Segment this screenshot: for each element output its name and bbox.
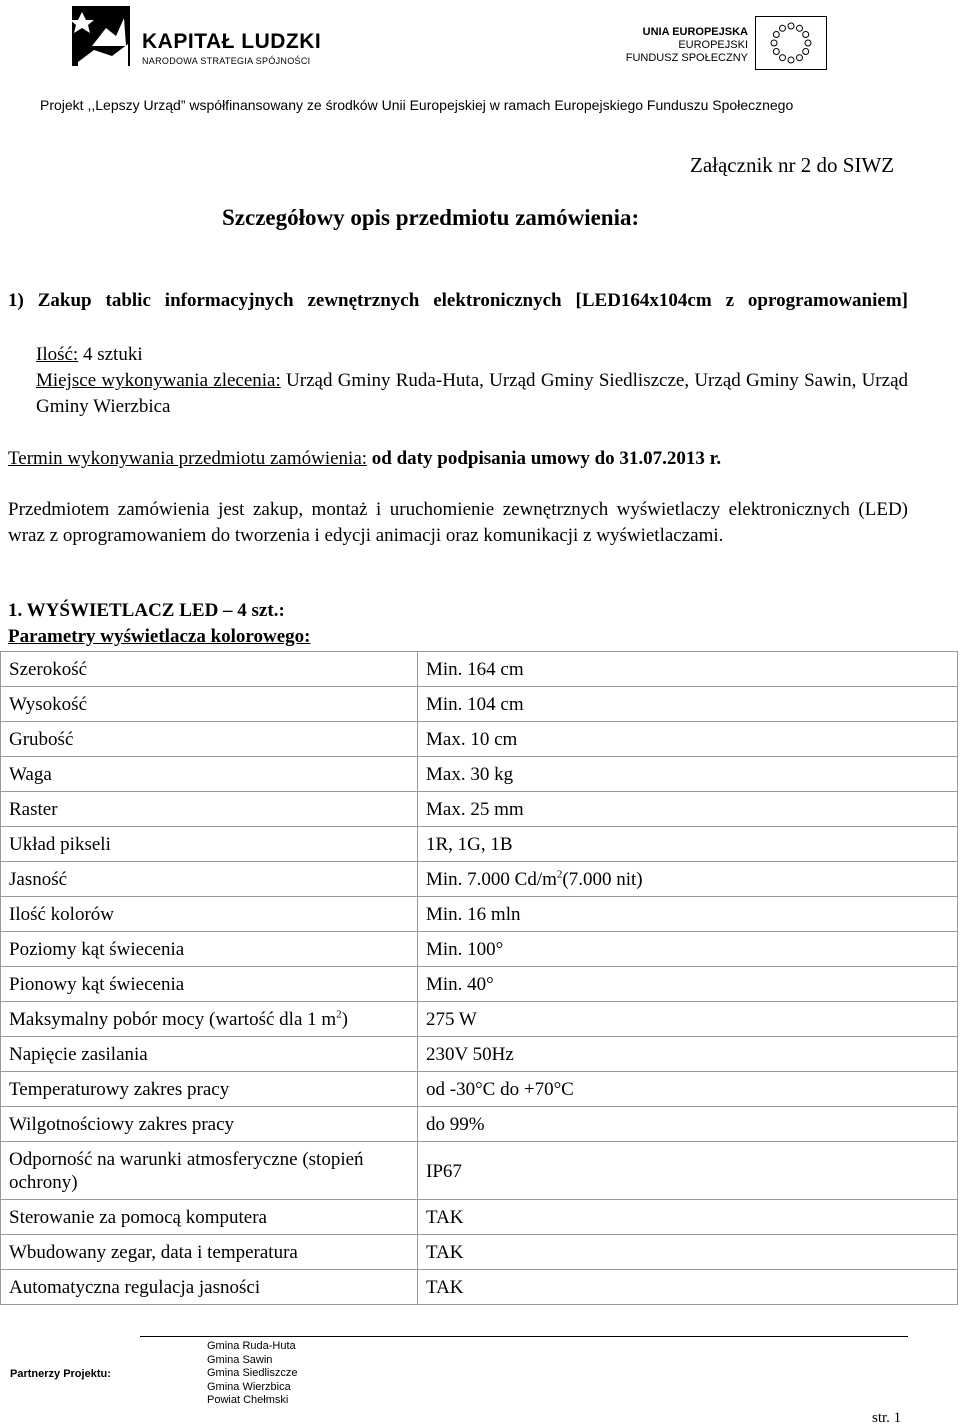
table-row bbox=[1, 967, 958, 1002]
table-row bbox=[1, 1142, 958, 1200]
param-name: Waga bbox=[1, 757, 418, 792]
project-funding-line: Projekt ,,Lepszy Urząd” współfinansowany ze środków Unii Europejskiej w ramach Europejskiego Funduszu Społecznego bbox=[40, 97, 794, 113]
eu-line-1: UNIA EUROPEJSKA bbox=[642, 26, 748, 38]
table-row bbox=[1, 1200, 958, 1235]
superscript: 2 bbox=[556, 868, 563, 881]
param-value bbox=[418, 862, 958, 897]
kapital-ludzki-subtitle: NARODOWA STRATEGIA SPÓJNOŚCI bbox=[142, 56, 311, 66]
eu-line-2: EUROPEJSKI bbox=[678, 39, 748, 51]
document-title: Szczegółowy opis przedmiotu zamówienia: bbox=[222, 205, 640, 230]
params-heading: Parametry wyświetlacza kolorowego: bbox=[8, 626, 311, 647]
eu-line-3: FUNDUSZ SPOŁECZNY bbox=[625, 52, 748, 64]
table-row bbox=[1, 1002, 958, 1037]
param-name: Napięcie zasilania bbox=[1, 1037, 418, 1072]
param-value: Min. 104 cm bbox=[418, 687, 958, 722]
param-name-end: ) bbox=[341, 1009, 348, 1030]
section-1-heading: 1) Zakup tablic informacyjnych zewnętrznych elektronicznych [LED164x104cm z oprogramowaniem] bbox=[8, 290, 908, 311]
param-name: Poziomy kąt świecenia bbox=[1, 932, 418, 967]
param-name: Wbudowany zegar, data i temperatura bbox=[1, 1235, 418, 1270]
list-item: Powiat Chełmski bbox=[207, 1394, 289, 1406]
param-value: Min. 40° bbox=[418, 967, 958, 1002]
list-item: Gmina Wierzbica bbox=[207, 1380, 291, 1393]
param-value: TAK bbox=[418, 1200, 958, 1235]
table-row bbox=[1, 897, 958, 932]
table-row bbox=[1, 1037, 958, 1072]
param-value: 275 W bbox=[418, 1002, 958, 1037]
quantity-label: Ilość: bbox=[36, 344, 79, 365]
param-name: Ilość kolorów bbox=[1, 897, 418, 932]
param-name: Raster bbox=[1, 792, 418, 827]
param-value: TAK bbox=[418, 1270, 958, 1305]
params-table bbox=[0, 651, 958, 1305]
table-row bbox=[1, 932, 958, 967]
param-value: Max. 10 cm bbox=[418, 722, 958, 757]
partners-list bbox=[207, 1340, 297, 1408]
param-name: Układ pikseli bbox=[1, 827, 418, 862]
param-value: od -30°C do +70°C bbox=[418, 1072, 958, 1107]
param-value: 230V 50Hz bbox=[418, 1037, 958, 1072]
param-value: Max. 25 mm bbox=[418, 792, 958, 827]
annex-label: Załącznik nr 2 do SIWZ bbox=[690, 153, 895, 177]
param-value-extra: (7.000 nit) bbox=[562, 869, 643, 890]
kapital-ludzki-logo bbox=[72, 6, 372, 66]
place-label: Miejsce wykonywania zlecenia: bbox=[36, 370, 281, 391]
superscript: 2 bbox=[336, 1008, 342, 1021]
param-name: Wysokość bbox=[1, 687, 418, 722]
table-row bbox=[1, 1235, 958, 1270]
table-row bbox=[1, 827, 958, 862]
table-row bbox=[1, 792, 958, 827]
param-name: Szerokość bbox=[1, 652, 418, 687]
param-name: Temperaturowy zakres pracy bbox=[1, 1072, 418, 1107]
param-value: TAK bbox=[418, 1235, 958, 1270]
table-row bbox=[1, 1270, 958, 1305]
param-name: Pionowy kąt świecenia bbox=[1, 967, 418, 1002]
param-value: 1R, 1G, 1B bbox=[418, 827, 958, 862]
table-row bbox=[1, 757, 958, 792]
param-value: Min. 16 mln bbox=[418, 897, 958, 932]
footer-divider bbox=[140, 1336, 908, 1337]
param-name: Sterowanie za pomocą komputera bbox=[1, 1200, 418, 1235]
param-name: Wilgotnościowy zakres pracy bbox=[1, 1107, 418, 1142]
list-item: Gmina Siedliszcze bbox=[207, 1367, 298, 1379]
place-line bbox=[36, 368, 908, 420]
table-row bbox=[1, 1072, 958, 1107]
param-value: do 99% bbox=[418, 1107, 958, 1142]
param-value: IP67 bbox=[418, 1142, 958, 1200]
param-value: Max. 30 kg bbox=[418, 757, 958, 792]
eu-flag-icon bbox=[755, 16, 827, 70]
table-row bbox=[1, 652, 958, 687]
partners-label: Partnerzy Projektu: bbox=[10, 1368, 111, 1380]
table-row bbox=[1, 687, 958, 722]
param-name: Automatyczna regulacja jasności bbox=[1, 1270, 418, 1305]
param-name: Odporność na warunki atmosferyczne (stopień ochrony) bbox=[1, 1142, 418, 1200]
place-value: Urząd Gminy Ruda-Huta, Urząd Gminy Siedliszcze, Urząd Gminy Sawin, Urząd Gminy Wierzbica bbox=[36, 370, 908, 417]
table-row bbox=[1, 722, 958, 757]
kapital-ludzki-title: KAPITAŁ LUDZKI bbox=[142, 30, 322, 53]
kapital-ludzki-emblem-icon bbox=[72, 6, 130, 66]
param-name-main: Maksymalny pobór mocy (wartość dla 1 m bbox=[9, 1009, 337, 1030]
param-name: Grubość bbox=[1, 722, 418, 757]
param-value-main: Min. 7.000 Cd/m bbox=[426, 869, 557, 890]
quantity-line bbox=[36, 342, 906, 368]
param-name: Jasność bbox=[1, 862, 418, 897]
table-row bbox=[1, 862, 958, 897]
param-value: Min. 164 cm bbox=[418, 652, 958, 687]
table-row bbox=[1, 1107, 958, 1142]
term-value: od daty podpisania umowy do 31.07.2013 r. bbox=[367, 448, 722, 469]
quantity-value: 4 sztuki bbox=[78, 344, 143, 365]
eu-logo-text bbox=[598, 26, 748, 65]
display-heading: 1. WYŚWIETLACZ LED – 4 szt.: bbox=[8, 600, 285, 621]
description-paragraph: Przedmiotem zamówienia jest zakup, montaż i uruchomienie zewnętrznych wyświetlaczy elektronicznych (LED) wraz z oprogramowaniem do tworzenia i edycji animacji oraz komunikacji z wyświetlaczami. bbox=[8, 499, 908, 546]
param-name bbox=[1, 1002, 418, 1037]
term-line bbox=[8, 446, 908, 472]
page-number: str. 1 bbox=[872, 1410, 902, 1426]
list-item: Gmina Sawin bbox=[207, 1353, 273, 1366]
list-item: Gmina Ruda-Huta bbox=[207, 1340, 296, 1352]
param-value: Min. 100° bbox=[418, 932, 958, 967]
term-label: Termin wykonywania przedmiotu zamówienia: bbox=[8, 448, 368, 469]
